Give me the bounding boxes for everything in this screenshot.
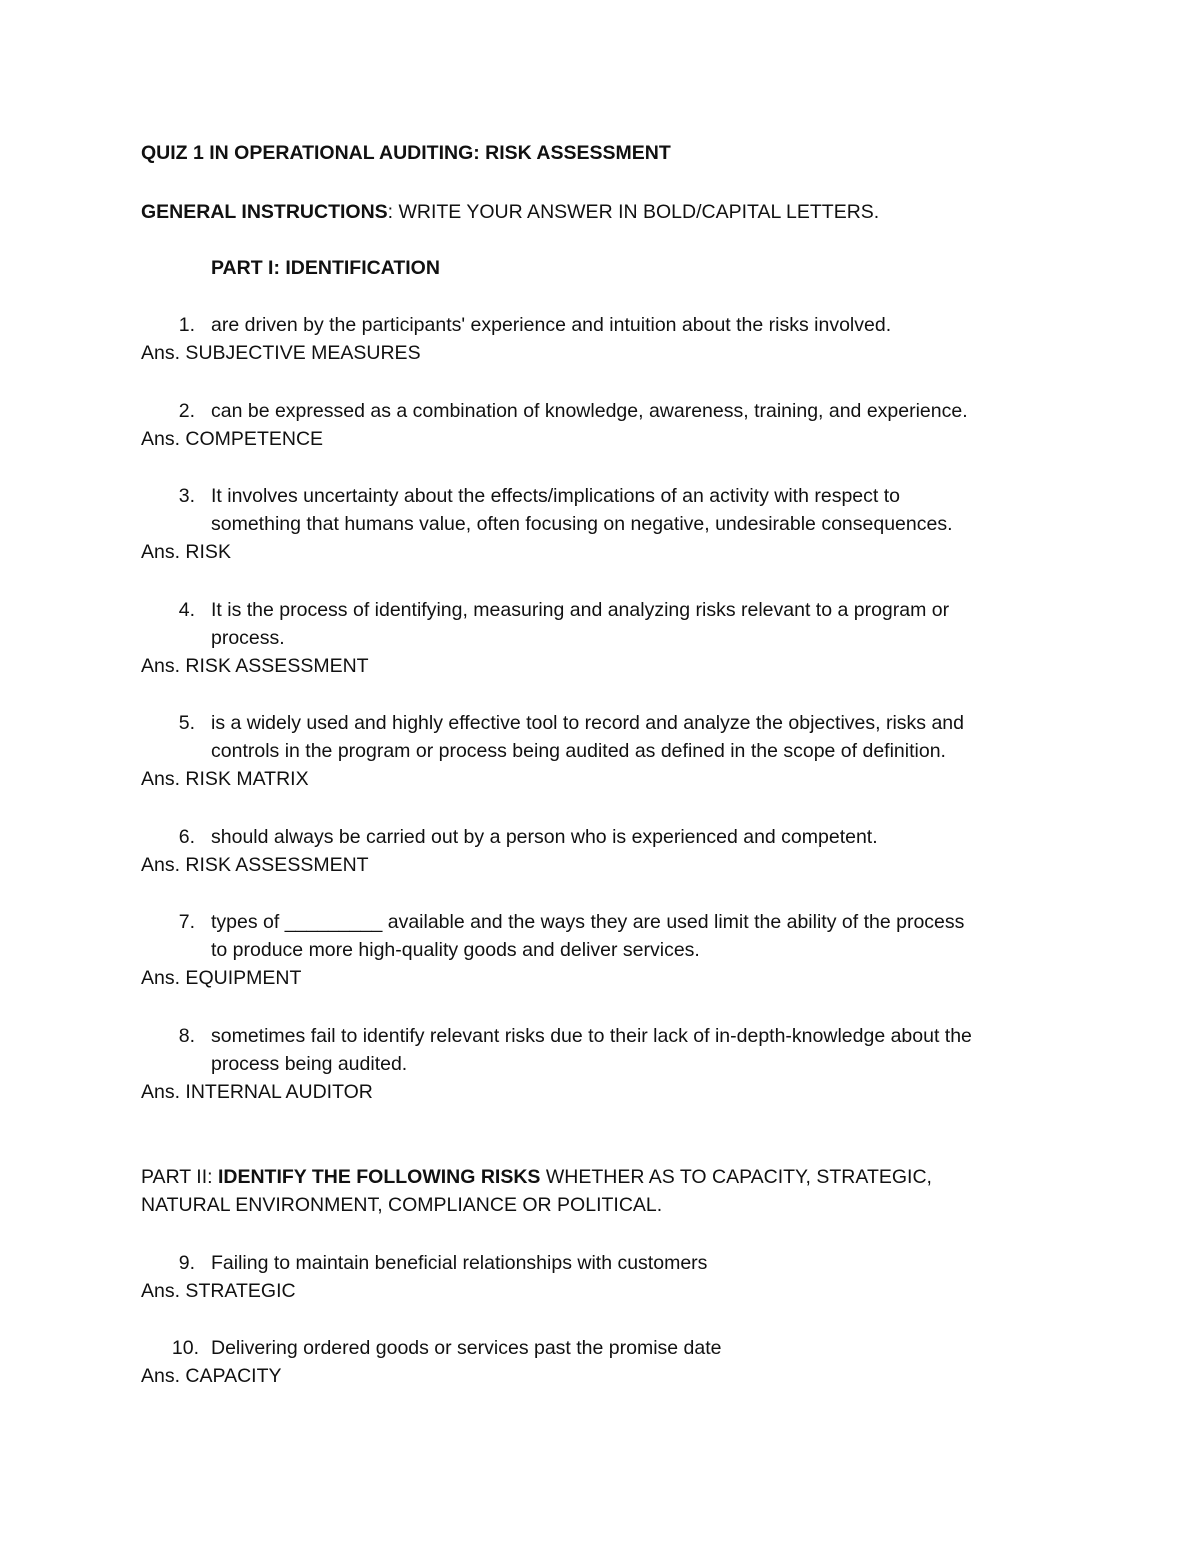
item-number: 10.	[171, 1337, 199, 1359]
question-text-continued: controls in the program or process being audited as defined in the scope of definition.	[211, 740, 946, 762]
question-text: types of _________ available and the ways they are used limit the ability of the process	[211, 911, 965, 933]
question-text: It is the process of identifying, measuring and analyzing risks relevant to a program or	[211, 599, 950, 621]
item-number: 1.	[178, 314, 195, 336]
question-text-continued: something that humans value, often focusing on negative, undesirable consequences.	[211, 513, 953, 535]
part2-rest: WHETHER AS TO CAPACITY, STRATEGIC,	[540, 1166, 932, 1188]
item-number: 5.	[178, 712, 195, 734]
item-number: 6.	[178, 826, 195, 848]
item-number: 8.	[178, 1025, 195, 1047]
item-number: 4.	[178, 599, 195, 621]
instructions-label: GENERAL INSTRUCTIONS	[141, 201, 388, 223]
answer: Ans. EQUIPMENT	[141, 967, 302, 989]
item-number: 9.	[178, 1252, 195, 1274]
answer: Ans. STRATEGIC	[141, 1280, 296, 1302]
item-number: 3.	[178, 485, 195, 507]
question-text: is a widely used and highly effective tool to record and analyze the objectives, risks and	[211, 712, 964, 734]
question-text: It involves uncertainty about the effects/implications of an activity with respect to	[211, 485, 900, 507]
answer: Ans. COMPETENCE	[141, 428, 324, 450]
quiz-title: QUIZ 1 IN OPERATIONAL AUDITING: RISK ASSESSMENT	[141, 142, 671, 164]
question-text-continued: process.	[211, 627, 285, 649]
part2-bold-text: IDENTIFY THE FOLLOWING RISKS	[217, 1166, 541, 1188]
answer: Ans. INTERNAL AUDITOR	[141, 1081, 373, 1103]
answer: Ans. RISK ASSESSMENT	[141, 854, 369, 876]
part2-heading	[141, 1163, 932, 1191]
answer: Ans. RISK	[141, 541, 231, 563]
question-text: sometimes fail to identify relevant risks due to their lack of in-depth-knowledge about the	[211, 1025, 972, 1047]
question-text: are driven by the participants' experience and intuition about the risks involved.	[211, 314, 892, 336]
question-text: should always be carried out by a person who is experienced and competent.	[211, 826, 878, 848]
answer: Ans. RISK MATRIX	[141, 768, 309, 790]
question-text-continued: process being audited.	[211, 1053, 408, 1075]
part2-heading-continued: NATURAL ENVIRONMENT, COMPLIANCE OR POLITICAL.	[141, 1194, 663, 1216]
question-text: can be expressed as a combination of knowledge, awareness, training, and experience.	[211, 400, 968, 422]
question-text: Delivering ordered goods or services past the promise date	[211, 1337, 722, 1359]
part2-prefix: PART II:	[141, 1166, 218, 1188]
instructions-text: : WRITE YOUR ANSWER IN BOLD/CAPITAL LETTERS.	[387, 201, 880, 223]
answer: Ans. SUBJECTIVE MEASURES	[141, 342, 421, 364]
item-number: 2.	[178, 400, 195, 422]
answer: Ans. CAPACITY	[141, 1365, 282, 1387]
general-instructions	[141, 198, 879, 226]
part1-heading: PART I: IDENTIFICATION	[211, 257, 440, 279]
answer: Ans. RISK ASSESSMENT	[141, 655, 369, 677]
question-text: Failing to maintain beneficial relationships with customers	[211, 1252, 708, 1274]
item-number: 7.	[178, 911, 195, 933]
question-text-continued: to produce more high-quality goods and deliver services.	[211, 939, 700, 961]
